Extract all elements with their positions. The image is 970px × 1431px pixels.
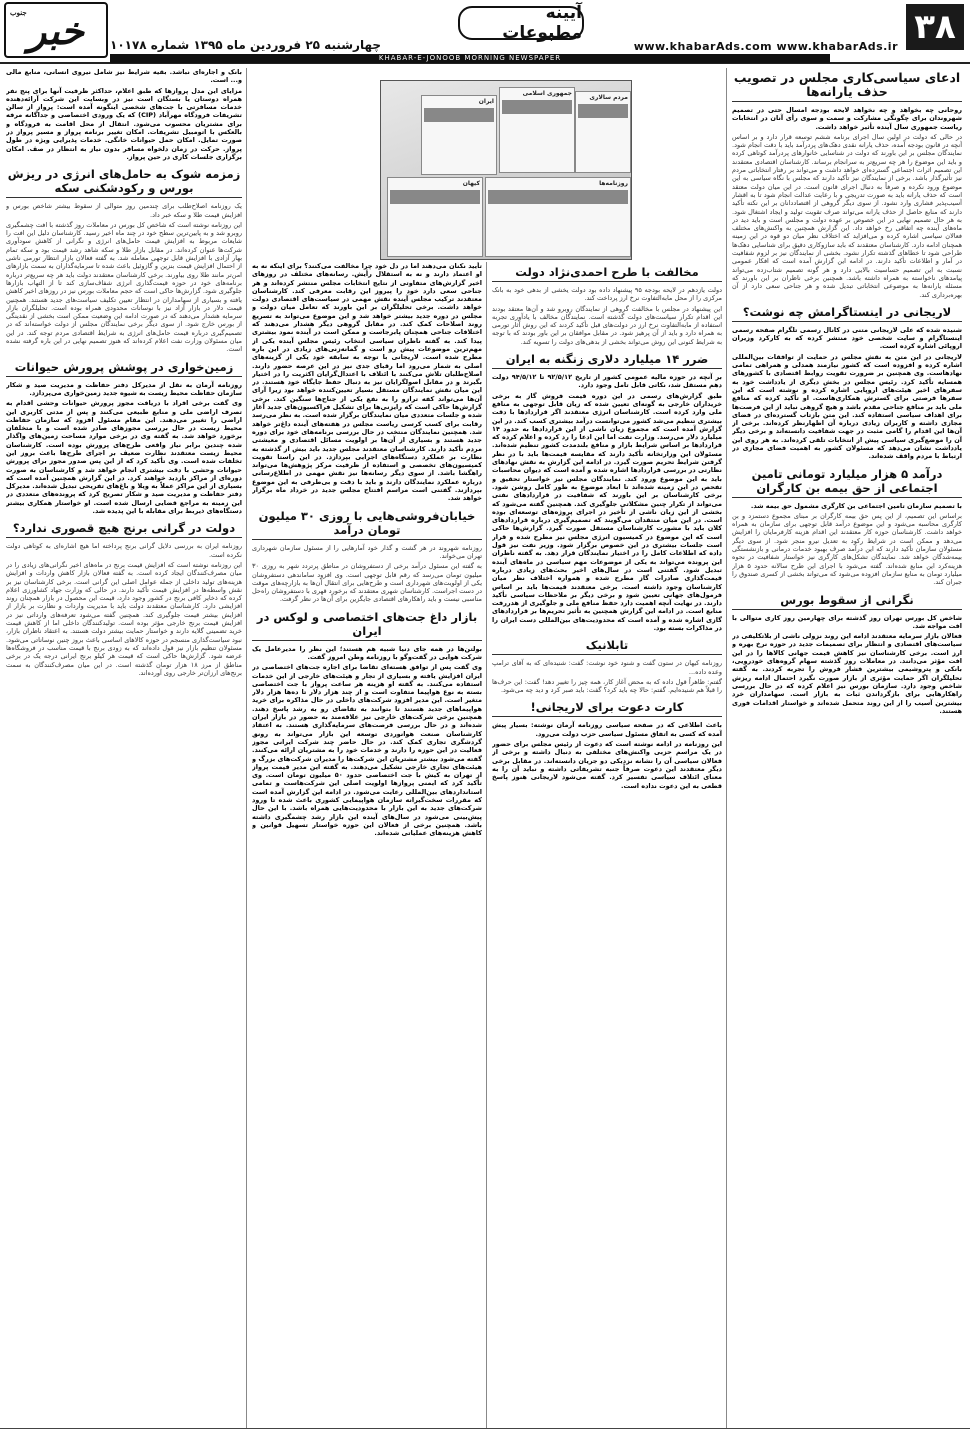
newspaper-front-page [387, 177, 483, 257]
page-number: ۳۸ [906, 4, 964, 50]
website-links[interactable]: www.khabarAds.com www.khabarAds.ir [633, 40, 898, 53]
page-bottom-rule [0, 1428, 970, 1429]
logo-text: خبر [28, 7, 84, 53]
masthead [0, 0, 970, 64]
article-lead: روزنامه شهروند در هر گشت و گذار خود آمارهایی را از مسئول سازمان شهرداری تهران می‌خواند. [252, 543, 482, 560]
newspaper-caption: روزنامه‌ها [599, 180, 628, 187]
newspaper-front-page [421, 95, 497, 175]
newspapers-photo [380, 80, 632, 260]
column-right [732, 68, 962, 1428]
newspaper-front-page [485, 177, 631, 257]
article-lead: شاخص کل بورس تهران روز گذشته برای چهارمین روز کاری متوالی با افت مواجه شد. [732, 613, 962, 630]
newspaper-title: جمهوری اسلامی [522, 90, 572, 97]
article-body: گفتم: ظاهراً قول داده که به محض آغاز کار، همه چیز را تغییر دهد! گفت: این حرف‌ها را قبلاً هم شنیده‌ایم. گفتم: حالا چه باید کرد؟ گفت: باید صبر کرد و دید چه می‌شود. [492, 677, 722, 695]
newspaper-title: مردم سالاری [589, 94, 628, 101]
article-lead: شنیده شده که علی لاریجانی متنی در کانال رسمی تلگرام صفحه رسمی اینستاگرام و سایت شخصی خود منتشر کرده که به کارکرد وزیران اروپائی اشاره کرده است. [732, 325, 962, 351]
article-lead: روزنامه آرمان به نقل از مدیرکل دفتر حفاظت و مدیریت صید و شکار سازمان حفاظت محیط زیست به شیوه جدید زمین‌خواری می‌پردازد. [6, 380, 242, 397]
column-center-left [252, 262, 482, 1428]
article-body: وی گفت برخی افراد با دریافت مجوز پرورش حیوانات وحشی اقدام به تصرف اراضی ملی و منابع طبیعی می‌کنند و پس از مدتی کاربری این اراضی را تغییر می‌دهند. این مقام مسئول افزود که سازمان حفاظت محیط زیست در حال بررسی مجوزهای صادر شده است و با متخلفان برخورد خواهد شد. به گفته وی در برخی موارد مساحت زمین‌های واگذار شده چندین برابر نیاز واقعی طرح‌های پرورش بوده است. کارشناسان محیط زیست معتقدند نظارت ضعیف بر اجرای طرح‌ها باعث بروز این تخلفات شده است. وی تأکید کرد که از این پس صدور مجوز برای پرورش حیوانات وحشی با دقت بیشتری انجام خواهد شد و کارشناسان به صورت دوره‌ای از مراکز بازدید خواهند کرد. در این گزارش همچنین آمده است که بسیاری از این مراکز عملاً به ویلا و باغ‌های تفریحی تبدیل شده‌اند. مدیرکل دفتر حفاظت و مدیریت صید و شکار تصریح کرد که پرونده‌های متعددی در این زمینه به مراجع قضایی ارسال شده است. او خواستار همکاری بیشتر دستگاه‌های ذیربط برای مقابله با این پدیده شد. [6, 399, 242, 516]
section-title: آیینه مطبوعات [458, 6, 584, 40]
article-lead: با تصمیم سازمان تامین اجتماعی بن کارگری مشمول حق بیمه شد. [750, 501, 962, 510]
article-lead: بر آنچه در حوزه مالیه عمومی کشور از تاریخ ۹۲/۵/۱۲ تا ۹۴/۵/۱۲ دولت دهم مستقل شد، نکاتی قابل تامل وجود دارد. [492, 373, 722, 390]
column-divider [486, 262, 487, 1428]
article-headline: بازار داغ جت‌های اختصاصی و لوکس در ایران [252, 610, 482, 641]
english-strip: KHABAR-E-JONOOB MORNING NEWSPAPER [110, 54, 830, 63]
newspaper-title: ایران [478, 98, 494, 105]
article-lead: دولت یازدهم در لایحه بودجه ۹۵ پیشنهاد داده بود دولت یخشی از بدهی خود به بانک مرکزی را از محل مابه‌التفاوت نرخ ارز پرداخت کند. [492, 286, 722, 303]
article-body: براساس این تصمیم، از این پس حق بیمه کارگران بر مبنای مجموع دستمزد و بن کارگری محاسبه می‌شود و این موضوع درآمد قابل توجهی برای سازمان به همراه خواهد داشت. کارشناسان حوزه کار معتقدند این اقدام هزینه کارفرمایان را افزایش می‌دهد و ممکن است در شرایط رکود به تعدیل نیرو منجر شود. از سوی دیگر مسئولان سازمان تأکید دارند که این درآمد صرف بهبود خدمات درمانی و بازنشستگی بیمه‌شدگان خواهد شد. نمایندگان تشکل‌های کارگری نیز خواستار شفافیت در نحوه هزینه‌کرد این منابع شده‌اند. گفته می‌شود با اجرای این طرح سالانه حدود ۵ هزار میلیارد تومان به منابع سازمان افزوده می‌شود که می‌تواند بخشی از کسری صندوق را جبران کند. [732, 511, 962, 587]
article-body: فعالان بازار سرمایه معتقدند ادامه این روند نزولی ناشی از بلاتکلیفی در سیاست‌های اقتصادی و انتظار برای تصمیمات جدید در حوزه نرخ بهره و ارز است. برخی کارشناسان نیز کاهش قیمت جهانی کالاها را در این افت مؤثر می‌دانند. در معاملات روز گذشته سهام گروه‌های خودرویی، بانکی و پتروشیمی بیشترین فشار فروش را تجربه کردند. به گفته تحلیلگران اگر حمایت مؤثری از بازار صورت نگیرد احتمال ادامه ریزش شاخص وجود دارد. سازمان بورس نیز اعلام کرده که در حال بررسی راهکارهایی برای بازگرداندن ثبات به بازار است. سهامداران خرد بیشترین آسیب را از این روند متحمل شده‌اند و خواستار اقدامات فوری هستند. [732, 632, 962, 715]
article-body: وی گفت پس از توافق هسته‌ای تقاضا برای اجاره جت‌های اختصاصی در ایران افزایش یافته و بسیاری از تجار و هیئت‌های خارجی از این خدمات استفاده می‌کنند. به گفته او هزینه هر ساعت پرواز با جت اختصاصی بسته به نوع هواپیما متفاوت است و از چند هزار دلار تا ده‌ها هزار دلار متغیر است. این مدیر افزود شرکت‌های داخلی در حال مذاکره برای خرید هواپیماهای جدید هستند تا بتوانند به تقاضای رو به رشد پاسخ دهند. همچنین برخی شرکت‌های خارجی نیز علاقه‌مند به حضور در بازار ایران شده‌اند و در حال بررسی فرصت‌های سرمایه‌گذاری هستند. به اعتقاد کارشناسان صنعت هوانوردی توسعه این بازار می‌تواند به رونق گردشگری تجاری کمک کند. در حال حاضر چند شرکت ایرانی مجوز فعالیت در این حوزه را دارند و خدمات خود را به مشتریان ارائه می‌کنند. گفته می‌شود بیشتر مشتریان این شرکت‌ها را مدیران شرکت‌های بزرگ و هیئت‌های تجاری خارجی تشکیل می‌دهند. به گفته این مدیر قیمت پرواز از تهران به کیش با جت اختصاصی حدود ۵۰ میلیون تومان است. وی تأکید کرد که ایمنی پروازها اولویت اصلی این شرکت‌هاست و تمامی استانداردهای بین‌المللی رعایت می‌شود. در ادامه این گزارش آمده است که مقررات سخت‌گیرانه سازمان هواپیمایی کشوری باعث شده تا ورود شرکت‌های جدید به این بازار با محدودیت‌هایی همراه باشد. با این حال پیش‌بینی می‌شود در سال‌های آینده این بازار رشد چشمگیری داشته باشد. همچنین برخی از فعالان این حوزه خواستار تسهیل قوانین و کاهش هزینه‌های عملیاتی شده‌اند. [252, 663, 482, 838]
newspaper-title: کیهان [462, 180, 480, 187]
article-headline: کارت دعوت برای لاریجانی! [492, 700, 722, 717]
article-body: تأیید نکنان می‌دهند اما در دل خود چرا مخالفت می‌کنند؟ برای اینکه نه به او اعتماد دارند و نه به استقلال رأیش. رسانه‌های مختلف در روزهای اخیر گزارش‌های متفاوتی از نتایج انتخابات مجلس منتشر کرده‌اند و هر جناحی سعی دارد خود را پیروز این رقابت معرفی کند. کارشناسان معتقدند ترکیب مجلس آینده نقش مهمی در سیاست‌های اقتصادی دولت خواهد داشت. برخی تحلیلگران بر این باورند که تعامل میان دولت و مجلس در دوره جدید بیشتر خواهد شد و این موضوع می‌تواند به تسریع روند اصلاحات کمک کند. در مقابل گروهی دیگر هشدار می‌دهند که اختلافات جناحی همچنان پابرجاست و ممکن است در آینده نمود بیشتری پیدا کند. به گفته ناظران سیاسی انتخاب رئیس مجلس آینده یکی از مهم‌ترین موضوعات پیش رو است و گمانه‌زنی‌های زیادی در این باره مطرح شده است. لاریجانی با توجه به سابقه خود یکی از گزینه‌های اصلی به شمار می‌رود اما رقبای جدی نیز در این عرصه حضور دارند. اصلاح‌طلبان تلاش می‌کنند با ائتلاف با اعتدال‌گرایان اکثریت را در اختیار بگیرند و در مقابل اصولگرایان نیز به دنبال حفظ جایگاه خود هستند. در این میان نقش نمایندگان مستقل بسیار تعیین‌کننده خواهد بود زیرا آرای آن‌ها می‌تواند کفه ترازو را به نفع یکی از جناح‌ها سنگین کند. برخی گزارش‌ها حاکی است که رایزنی‌ها برای تشکیل فراکسیون‌های جدید آغاز شده و جلسات متعددی میان نمایندگان برگزار شده است. به نظر می‌رسد رقابت برای کسب کرسی ریاست مجلس در هفته‌های آینده داغ‌تر خواهد شد. همچنین نمایندگان منتخب در حال بررسی برنامه‌های خود برای دوره جدید هستند و بسیاری از آن‌ها بر اولویت مسائل اقتصادی و معیشتی مردم تأکید دارند. کارشناسان معتقدند مجلس جدید باید بیش از گذشته به نظارت بر عملکرد دستگاه‌های اجرایی بپردازد. در این راستا تقویت کمیسیون‌های تخصصی و استفاده از ظرفیت مرکز پژوهش‌ها می‌تواند راهگشا باشد. از سوی دیگر رسانه‌ها نیز نقش مهمی در اطلاع‌رسانی درباره عملکرد نمایندگان دارند و باید با دقت و بی‌طرفی به این موضوع بپردازند. گفتنی است مراسم افتتاح مجلس جدید در خرداد ماه برگزار خواهد شد. [252, 262, 482, 503]
article-headline: ادعای سیاسی‌کاری مجلس در تصویب حذف یارانه‌ها [732, 71, 962, 102]
article-headline: ضرر ۱۴ میلیارد دلاری زنگنه به ایران [492, 352, 722, 369]
logo-subtitle: جنوب [10, 8, 27, 17]
article-headline: زمین‌خواری در پوشش پرورش حیوانات [6, 360, 242, 377]
column-left [6, 68, 242, 1428]
newspaper-logo [4, 2, 108, 58]
article-body: این روزنامه نوشته است که افزایش قیمت برنج در ماه‌های اخیر نگرانی‌های زیادی را در میان مصرف‌کنندگان ایجاد کرده است. به گفته فعالان بازار کاهش واردات و افزایش هزینه‌های تولید داخلی از جمله عوامل اصلی این گرانی است. برخی کارشناسان نیز بر نقش واسطه‌ها در افزایش قیمت تأکید دارند. در حالی که وزارت جهاد کشاورزی اعلام کرده که ذخایر کافی برنج در کشور وجود دارد، قیمت این محصول در بازار همچنان روند افزایشی دارد. کارشناسان معتقدند دولت باید با مدیریت واردات و نظارت بر بازار از افزایش بیشتر قیمت جلوگیری کند. همچنین گفته می‌شود تعرفه‌های وارداتی نیز در افزایش قیمت برنج خارجی مؤثر بوده است. تولیدکنندگان داخلی اما از کاهش قیمت خرید تضمینی گلایه دارند و خواستار حمایت بیشتر دولت هستند. به اعتقاد ناظران بازار، نبود سیاست‌گذاری منسجم در حوزه کالاهای اساسی باعث بروز چنین نوساناتی می‌شود. مسئولان تنظیم بازار نیز قول داده‌اند که به زودی برنج با قیمت مناسب در فروشگاه‌ها عرضه شود. گزارش‌ها حاکی است که قیمت هر کیلو برنج ایرانی درجه یک در برخی مناطق از مرز ۱۸ هزار تومان گذشته است. در این میان مصرف‌کنندگان به سمت برنج‌های ارزان‌تر خارجی روی آورده‌اند. [6, 560, 242, 677]
article-headline: درآمد ۵ هزار میلیارد تومانی تامین اجتماعی از حق بیمه بن کارگران [732, 467, 962, 498]
article-headline: لاریجانی در اینستاگرامش چه نوشت؟ [732, 305, 962, 322]
article-headline: مخالفت با طرح احمدی‌نژاد دولت [492, 265, 722, 282]
article-body: مزایای این مدل پروازها که طبق اعلام، حداکثر ظرفیت آنها برای پنج نفر همراه دوستان یا بستگان است نیز در وبسایت این شرکت آرائه‌دهنده خدمات مسافرتی با جت‌های شخصی اینگونه آمده است: پرواز از سالن تشریفات فرودگاه مهرآباد (CIP) که یک ورودی اختصاصی و جداگانه مرفه برای مشتریان محسوب می‌شود. انتقال از محل اقامت به فرودگاه و بالعکس با اتومبیل تشریفات. امکان تغییر برنامه پرواز و مسیر پرواز در صورت تمایل. امکان حمل حیوانات خانگی. خدمات پذیرایی ویژه در طول پرواز. حرکت در زمان دلخواه مسافر بدون نیاز به انتظار در صف. امکان برگزاری جلسات کاری در حین پرواز. [6, 86, 242, 161]
article-body: لاریجانی در این متن به نقش مجلس در حمایت از توافقات بین‌المللی اشاره کرده و افزوده است که کشور نیازمند همدلی و همراهی تمامی نهادهاست. وی همچنین بر ضرورت تقویت روابط اقتصادی با کشورهای همسایه تأکید کرد. رئیس مجلس در بخش دیگری از یادداشت خود به سفرهای اخیر هیئت‌های اروپایی اشاره کرده و نوشته است که این سفرها فرصتی برای گسترش همکاری‌هاست. او تأکید کرده که منافع ملی باید بر منافع جناحی مقدم باشد و هیچ گروهی نباید از این فرصت‌ها برای اهداف سیاسی استفاده کند. این متن بازتاب گسترده‌ای در فضای مجازی داشته و کاربران زیادی درباره آن اظهارنظر کرده‌اند. برخی از آن‌ها این اقدام را گامی مثبت در جهت شفافیت دانسته‌اند و برخی دیگر آن را موضع‌گیری سیاسی پیش از انتخابات تلقی کرده‌اند. به هر روی این یادداشت نشان می‌دهد که مسئولان کشور به اهمیت فضای مجازی در ارتباط با مردم واقف شده‌اند. [732, 352, 962, 461]
article-lead: بولتن‌ها در همه جای دنیا شبیه هم هستند؛ این نظر را مدیرعامل یک شرکت هوایی در گفت‌وگو با روزنامه وطن امروز گفت. [252, 644, 482, 661]
article-body: طبق گزارش‌های رسمی در این دوره قیمت فروش گاز به برخی خریداران خارجی به گونه‌ای تعیین شده که زیان قابل توجهی به منافع ملی وارد کرده است. کارشناسان انرژی معتقدند اگر قراردادها با دقت بیشتری تنظیم می‌شد کشور می‌توانست درآمد بیشتری کسب کند. در این گزارش آمده است که مجموع زیان ناشی از این قراردادها به حدود ۱۴ میلیارد دلار می‌رسد. وزارت نفت اما این ادعا را رد کرده و اعلام کرده که قراردادها بر اساس شرایط بازار و منافع بلندمدت کشور تنظیم شده‌اند. مسئولان این وزارتخانه تأکید دارند که مقایسه قیمت‌ها باید با در نظر گرفتن شرایط تحریم صورت گیرد. در ادامه این گزارش به نقش نهادهای نظارتی در بررسی قراردادها اشاره شده و آمده است که دیوان محاسبات باید به این موضوع ورود کند. نمایندگان مجلس نیز خواستار تحقیق و تفحص در این زمینه شده‌اند تا ابعاد موضوع به طور کامل روشن شود. برخی کارشناسان بر این باورند که شفافیت در قراردادهای نفتی می‌تواند از تکرار چنین مشکلاتی جلوگیری کند. همچنین گفته می‌شود که بخشی از این زیان ناشی از تأخیر در اجرای پروژه‌های توسعه‌ای بوده است. در این میان منتقدان می‌گویند که تصمیم‌گیری درباره قراردادهای کلان باید با مشورت کارشناسان مستقل صورت گیرد. گزارش‌ها حاکی است که این موضوع در کمیسیون انرژی مجلس نیز مطرح شده و قرار است جلسات بیشتری در این خصوص برگزار شود. وزیر نفت نیز قول داده که اطلاعات کامل را در اختیار نمایندگان قرار دهد. به گفته ناظران این پرونده می‌تواند به یکی از موضوعات مهم سیاسی در ماه‌های آینده تبدیل شود. گفتنی است در سال‌های اخیر بحث‌های زیادی درباره قیمت‌گذاری صادرات گاز مطرح شده و همواره اختلاف نظر میان کارشناسان وجود داشته است. برخی معتقدند قیمت‌ها باید بر اساس فرمول‌های جهانی تعیین شود و برخی دیگر بر ملاحظات سیاسی تأکید دارند. در نهایت آنچه اهمیت دارد حفظ منافع ملی و جلوگیری از هدررفت منابع است. در ادامه این گزارش همچنین به تأثیر تحریم‌ها بر قراردادهای گازی اشاره شده و آمده است که محدودیت‌های بین‌المللی دست ایران را در مذاکرات بسته بود. [492, 391, 722, 632]
article-body-top: بانک و اجاره‌ای نباشد. بقیه شرایط نیز شامل نیروی انسانی، منابع مالی و... است. [6, 68, 242, 85]
article-body: این روزنامه نوشته است که شاخص کل بورس در معاملات روز گذشته با افت چشمگیری روبرو شد و به پایین‌ترین سطح خود در چند ماه اخیر رسید. کارشناسان دلیل این افت را شایعات مربوط به افزایش قیمت حامل‌های انرژی و نگرانی از کاهش سودآوری شرکت‌ها عنوان کرده‌اند. در مقابل بازار طلا و سکه شاهد رشد قیمت بود و سکه تمام بهار آزادی با افزایش قابل توجهی معامله شد. به گفته فعالان بازار انتظار تورمی ناشی از احتمال افزایش قیمت بنزین و گازوئیل باعث شده تا سرمایه‌گذاران به سمت بازارهای امن‌تر مانند طلا روی بیاورند. برخی کارشناسان معتقدند دولت باید هر چه سریع‌تر درباره برنامه‌های خود در حوزه قیمت‌گذاری انرژی شفاف‌سازی کند تا از التهاب بازارها جلوگیری شود. گزارش‌ها حاکی است که حجم معاملات بورس نیز در روزهای اخیر کاهش یافته و بسیاری از سهامداران در انتظار تعیین تکلیف سیاست‌های جدید هستند. همچنین قیمت دلار در بازار آزاد نیز با نوسانات محدودی همراه بوده است. تحلیلگران بازار سرمایه هشدار می‌دهند که در صورت ادامه این وضعیت ممکن است بخشی از نقدینگی از بورس خارج شود. از سوی دیگر برخی نمایندگان مجلس از دولت خواسته‌اند که در تصمیم‌گیری درباره قیمت حامل‌های انرژی به شرایط اقتصادی مردم توجه کند. در این میان مسئولان وزارت نفت اعلام کرده‌اند که هنوز تصمیم نهایی در این باره گرفته نشده است. [6, 220, 242, 354]
article-headline: دولت در گرانی برنج هیچ قصوری ندارد؟ [6, 521, 242, 538]
newspaper-front-page [499, 87, 575, 173]
article-body: به گفته این مسئول درآمد برخی از دستفروشان در مناطق پرتردد شهر به روزی ۳۰ میلیون تومان می‌رسد که رقم قابل توجهی است. وی افزود ساماندهی دستفروشان یکی از اولویت‌های شهرداری است و طرح‌هایی برای انتقال آن‌ها به بازارچه‌های موقت در دست اجراست. کارشناسان شهری معتقدند که برخورد قهری با دستفروشان راه‌حل مناسبی نیست و باید راهکارهای اقتصادی جایگزین برای آن‌ها در نظر گرفت. [252, 562, 482, 604]
article-headline: زمزمه شوک به حامل‌های انرژی در ریزش بورس و رکودشکنی سکه [6, 167, 242, 198]
article-headline: تابلانیک [492, 638, 722, 655]
article-body: این پیشنهاد در مجلس با مخالفت گروهی از نمایندگان روبرو شد و آن‌ها معتقد بودند این اقدام تکرار سیاست‌های دولت گذشته است. نمایندگان مخالف با یادآوری تجربه استفاده از مابه‌التفاوت نرخ ارز در دولت‌های قبل تأکید کردند که این روش آثار تورمی به همراه دارد و باید از آن پرهیز شود. در مقابل موافقان بر این باور بودند که با توجه به شرایط کنونی این روش می‌تواند بخشی از بدهی‌های دولت را تسویه کند. [492, 304, 722, 346]
article-body: در حالی که دولت در اولین سال اجرای برنامه ششم توسعه قرار دارد و بر اساس آنچه در قانون بودجه آمده، حذف یارانه نقدی دهک‌های پردرآمد باید با دقت انجام شود. نمایندگان مجلس بر این باورند که دولت در شناسایی خانوارهای پردرآمد کوتاهی کرده و باید این موضوع را هر چه سریع‌تر به سرانجام برساند. کارشناسان اقتصادی معتقدند این تصمیم اثرات اجتماعی گسترده‌ای خواهد داشت و می‌تواند بر رفتار انتخاباتی مردم نیز تأثیرگذار باشد. برخی از نمایندگان نیز تأکید دارند که مجلس با نگاه سیاسی به این موضوع ورود نکرده و صرفاً به دنبال اجرای قانون است. در این میان دولت معتقد است که حذف یارانه باید به صورت تدریجی و با رعایت عدالت انجام شود تا به اقشار آسیب‌پذیر فشاری وارد نشود. از سوی دیگر گروهی از اقتصاددانان بر این نکته تأکید دارند که منابع حاصل از حذف یارانه می‌تواند صرف تقویت تولید و ایجاد اشتغال شود. به هر حال تصمیم نهایی در این خصوص بر عهده دولت و مجلس است و باید دید در ماه‌های آینده چه اتفاقی رخ خواهد داد. این گزارش همچنین به واکنش‌های مختلف فعالان سیاسی اشاره کرده و می‌افزاید که اختلاف نظر میان دو قوه در این زمینه همچنان ادامه دارد. کارشناسان معتقدند که باید سازوکاری دقیق برای شناسایی دهک‌ها طراحی شود تا خطاهای گذشته تکرار نشود. بخشی از نمایندگان نیز بر لزوم شفافیت در آمار و اطلاعات تأکید دارند. در ادامه این گزارش آمده است که افکار عمومی نسبت به این تصمیم حساسیت بالایی دارد و هر گونه تصمیم شتاب‌زده می‌تواند پیامدهای ناخواسته به همراه داشته باشد. همچنین برخی ناظران بر این باورند که مسئله یارانه‌ها به موضوعی انتخاباتی تبدیل شده و هر جناحی سعی دارد از آن بهره‌برداری کند. [732, 132, 962, 299]
article-headline: خیابان‌فروشی‌هایی با روزی ۳۰ میلیون تومان درآمد [252, 509, 482, 540]
column-divider [726, 68, 727, 1428]
column-divider [246, 68, 247, 1428]
article-lead: روزنامه ایران به بررسی دلایل گرانی برنج پرداخته اما هیچ اشاره‌ای به کوتاهی دولت نکرده است. [6, 542, 242, 559]
article-lead: باعث اطلاعی که در صفحه سیاسی روزنامه آرمان نوشته: بسیار پیش آمده که کسی به اتفاق مسئول سیاسی حزب دولت می‌رود. [492, 721, 722, 738]
article-lead: یک روزنامه اصلاح‌طلب برای چندمین روز متوالی از سقوط بیشتر شاخص بورس و افزایش قیمت طلا و سکه خبر داد. [6, 202, 242, 219]
column-center-right [492, 262, 722, 1428]
newspaper-front-page [575, 91, 631, 173]
article-headline: نگرانی از سقوط بورس [732, 593, 962, 610]
dateline: چهارشنبه ۲۵ فروردین ماه ۱۳۹۵ شماره ۱۰۱۷۸ [110, 38, 382, 52]
article-body: این روزنامه در ادامه نوشته است که دعوت از رئیس مجلس برای حضور در یک مراسم حزبی واکنش‌های مختلفی به دنبال داشته و برخی از فعالان سیاسی آن را نشانه نزدیکی دو جریان دانسته‌اند. در مقابل برخی دیگر معتقدند این دعوت صرفاً جنبه تشریفاتی داشته و نباید آن را به معنای ائتلاف سیاسی تفسیر کرد. گفته می‌شود لاریجانی هنوز پاسخ قطعی به این دعوت نداده است. [492, 740, 722, 790]
article-lead: روحانی چه بخواهد و چه نخواهد لایحه بودجه امسال حتی در تصمیم شهروندان برای چگونگی مشارکت و سمت و سوی رأی آنان در انتخابات ریاست جمهوری سال آینده تأثیر خواهد داشت. [732, 106, 962, 131]
article-lead: روزنامه کیهان در ستون گفت و شنود خود نوشت: گفت: شنیده‌ای که به آقای ترامپ وعده داده... [492, 659, 722, 676]
